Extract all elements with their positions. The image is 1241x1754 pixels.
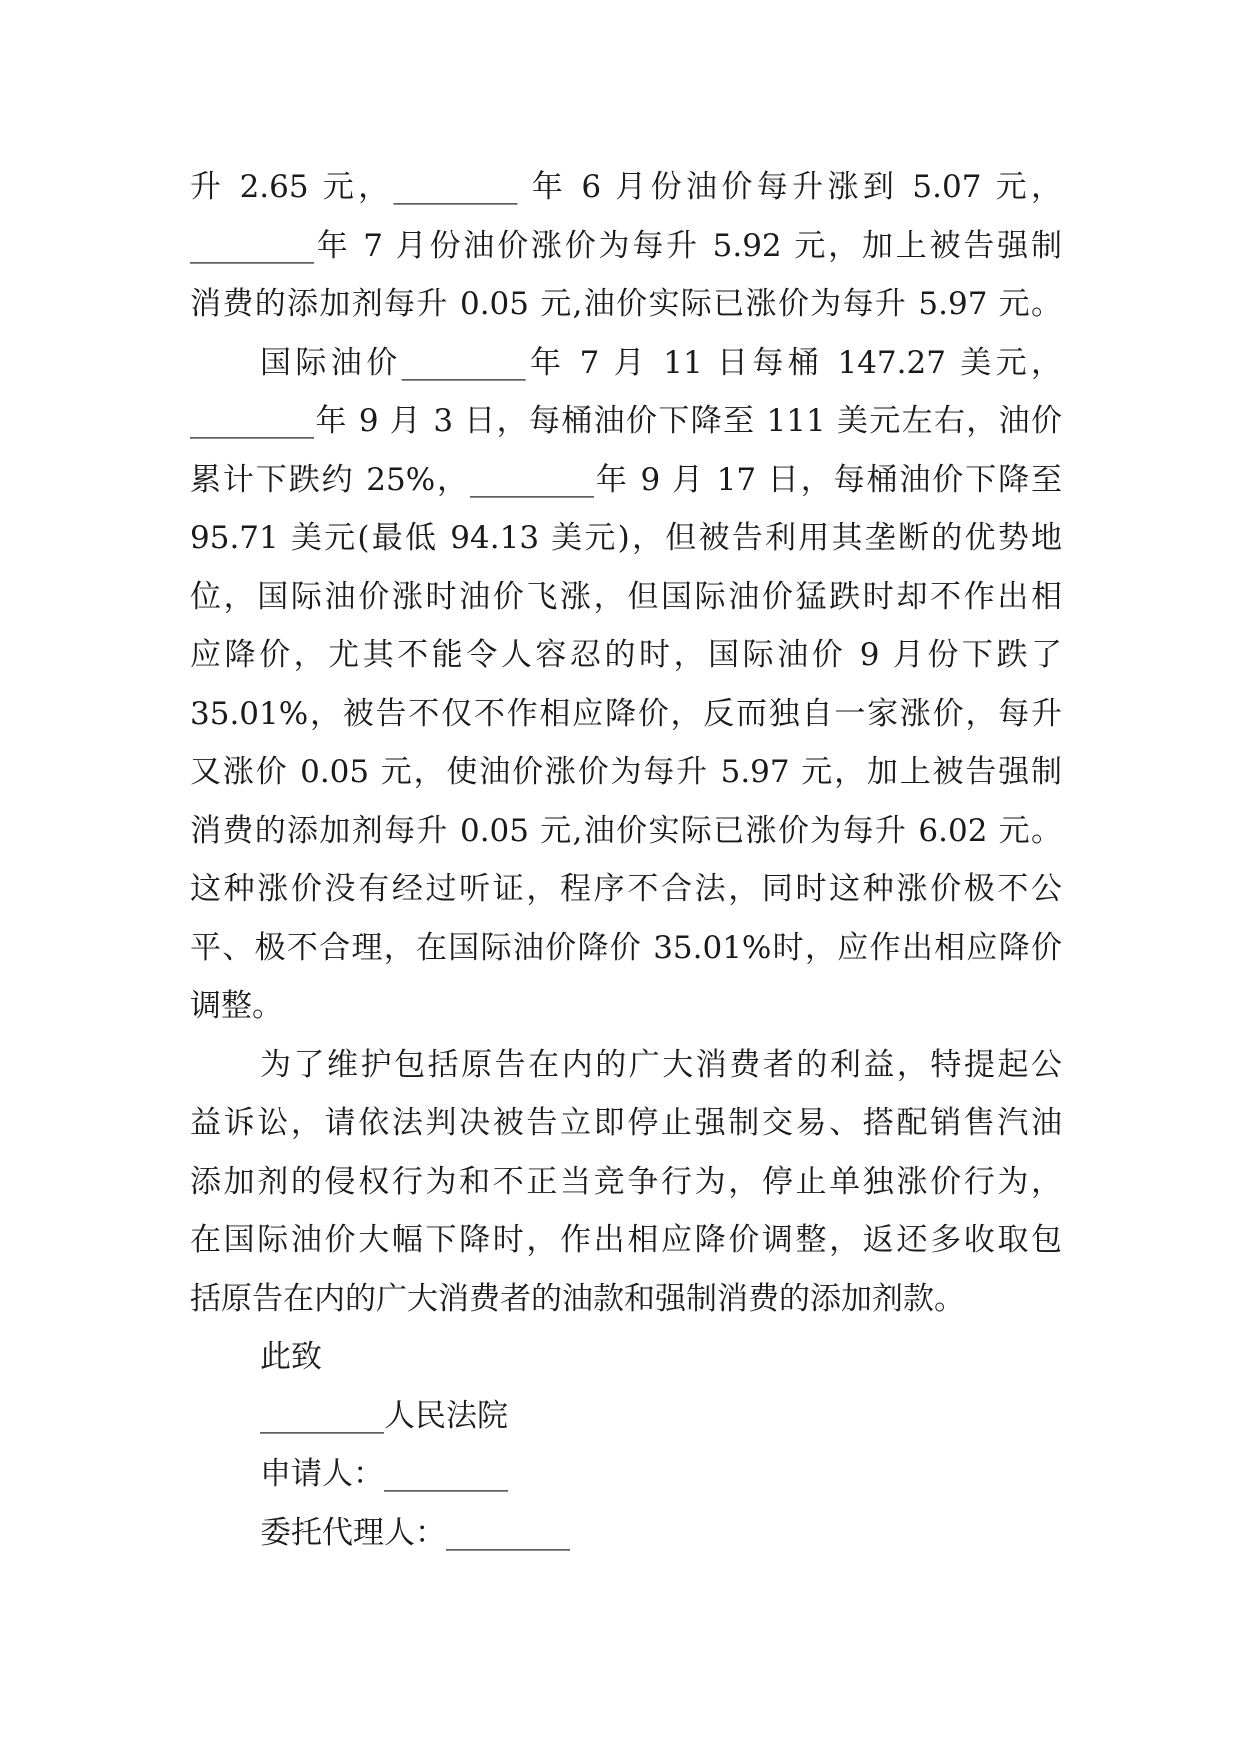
text-line: 位，国际油价涨时油价飞涨，但国际油价猛跌时却不作出相 bbox=[190, 578, 1062, 615]
agent-line: 委托代理人：________ bbox=[260, 1514, 570, 1551]
text-line: 35.01%，被告不仅不作相应降价，反而独自一家涨价，每升 bbox=[190, 695, 1062, 732]
applicant-line: 申请人：________ bbox=[260, 1456, 508, 1492]
text-line: 消费的添加剂每升 0.05 元,油价实际已涨价为每升 5.97 元。 bbox=[190, 286, 1062, 322]
text-line: 平、极不合理，在国际油价降价 35.01%时，应作出相应降价 bbox=[190, 929, 1062, 966]
text-line: 在国际油价大幅下降时，作出相应降价调整，返还多收取包 bbox=[190, 1222, 1062, 1258]
text-line: 添加剂的侵权行为和不正当竞争行为，停止单独涨价行为， bbox=[190, 1163, 1062, 1200]
document-page bbox=[190, 158, 1062, 1562]
text-line: 调整。 bbox=[190, 988, 283, 1024]
text-line: 应降价，尤其不能令人容忍的时，国际油价 9 月份下跌了 bbox=[190, 637, 1062, 673]
text-line: ________年 7 月份油价涨价为每升 5.92 元，加上被告强制 bbox=[190, 227, 1062, 264]
text-line: 国际油价________年 7 月 11 日每桶 147.27 美元， bbox=[260, 344, 1062, 381]
text-line: 又涨价 0.05 元，使油价涨价为每升 5.97 元，加上被告强制 bbox=[190, 754, 1062, 790]
paragraph-1 bbox=[190, 158, 1062, 334]
text-line: 升 2.65 元，________ 年 6 月份油价每升涨到 5.07 元， bbox=[190, 169, 1062, 205]
text-line: 95.71 美元(最低 94.13 美元)，但被告利用其垄断的优势地 bbox=[190, 520, 1062, 556]
salutation: 此致 bbox=[260, 1339, 322, 1375]
court-line: ________人民法院 bbox=[260, 1397, 508, 1434]
closing-block bbox=[190, 1328, 1062, 1562]
text-line: 消费的添加剂每升 0.05 元,油价实际已涨价为每升 6.02 元。 bbox=[190, 812, 1062, 849]
text-line: 益诉讼，请依法判决被告立即停止强制交易、搭配销售汽油 bbox=[190, 1105, 1062, 1141]
text-line: 为了维护包括原告在内的广大消费者的利益，特提起公 bbox=[260, 1046, 1062, 1083]
text-line: 累计下跌约 25%，________年 9 月 17 日，每桶油价下降至 bbox=[190, 461, 1062, 498]
paragraph-2 bbox=[190, 334, 1062, 1036]
text-line: 这种涨价没有经过听证，程序不合法，同时这种涨价极不公 bbox=[190, 871, 1062, 907]
paragraph-3 bbox=[190, 1036, 1062, 1329]
text-line: 括原告在内的广大消费者的油款和强制消费的添加剂款。 bbox=[190, 1280, 965, 1317]
text-line: ________年 9 月 3 日，每桶油价下降至 111 美元左右，油价 bbox=[190, 403, 1062, 439]
